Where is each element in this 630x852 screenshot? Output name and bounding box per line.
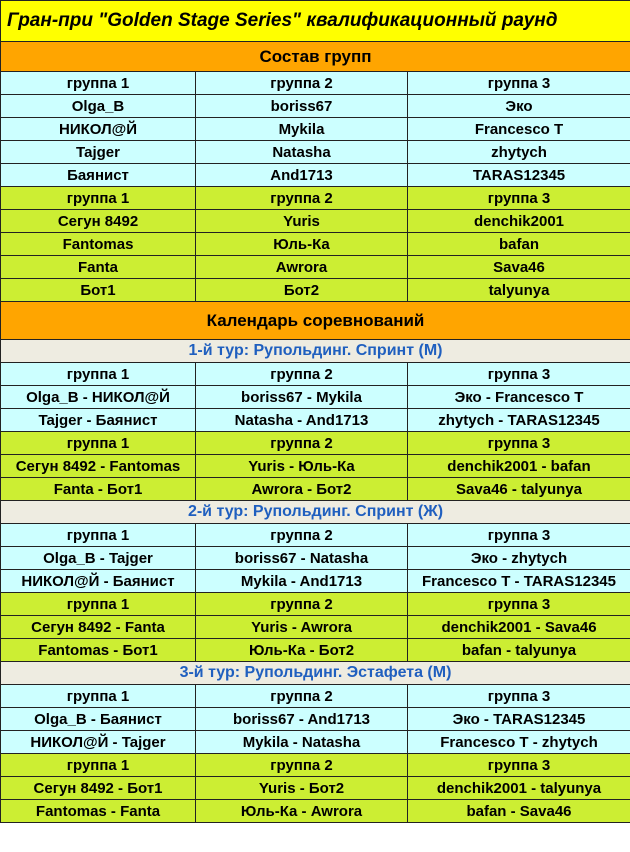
table-cell: Olga_B - НИКОЛ@Й	[1, 386, 196, 409]
table-row	[1, 386, 630, 409]
table-cell: группа 3	[408, 593, 630, 616]
table-cell: Francesco T	[408, 118, 630, 141]
calendar-section-heading: Календарь соревнований	[1, 302, 630, 340]
round-row	[1, 662, 630, 685]
table-cell: boriss67 - Natasha	[196, 547, 408, 570]
table-row	[1, 256, 630, 279]
table-cell: группа 3	[408, 685, 630, 708]
table-cell: группа 1	[1, 72, 196, 95]
table-cell: группа 3	[408, 524, 630, 547]
table-row	[1, 685, 630, 708]
table-cell: And1713	[196, 164, 408, 187]
table-cell: Сегун 8492	[1, 210, 196, 233]
table-cell: группа 1	[1, 754, 196, 777]
table-row	[1, 432, 630, 455]
table-cell: TARAS12345	[408, 164, 630, 187]
round-title: 3-й тур: Рупольдинг. Эстафета (М)	[1, 662, 630, 685]
table-row	[1, 95, 630, 118]
table-row	[1, 478, 630, 501]
round-title: 2-й тур: Рупольдинг. Спринт (Ж)	[1, 501, 630, 524]
table-row	[1, 210, 630, 233]
table-cell: Francesco T - TARAS12345	[408, 570, 630, 593]
calendar-section-row	[1, 302, 630, 340]
table-cell: группа 2	[196, 524, 408, 547]
table-cell: группа 2	[196, 685, 408, 708]
table-cell: группа 2	[196, 72, 408, 95]
table-cell: Сегун 8492 - Бот1	[1, 777, 196, 800]
table-row	[1, 593, 630, 616]
table-cell: Mykila	[196, 118, 408, 141]
table-cell: группа 2	[196, 363, 408, 386]
table-cell: Sava46 - talyunya	[408, 478, 630, 501]
table-cell: Бот1	[1, 279, 196, 302]
table-cell: bafan	[408, 233, 630, 256]
table-row	[1, 731, 630, 754]
table-cell: Эко	[408, 95, 630, 118]
table-cell: Natasha - And1713	[196, 409, 408, 432]
table-row	[1, 279, 630, 302]
table-cell: Olga_B - Tajger	[1, 547, 196, 570]
table-row	[1, 777, 630, 800]
table-cell: boriss67 - And1713	[196, 708, 408, 731]
table-cell: группа 3	[408, 72, 630, 95]
table-cell: группа 1	[1, 187, 196, 210]
table-cell: Natasha	[196, 141, 408, 164]
table-cell: НИКОЛ@Й - Баянист	[1, 570, 196, 593]
table-cell: Yuris	[196, 210, 408, 233]
table-row	[1, 547, 630, 570]
table-cell: boriss67	[196, 95, 408, 118]
table-cell: Yuris - Юль-Ка	[196, 455, 408, 478]
table-cell: Mykila - And1713	[196, 570, 408, 593]
table-cell: группа 1	[1, 685, 196, 708]
table-cell: группа 2	[196, 187, 408, 210]
table-cell: boriss67 - Mykila	[196, 386, 408, 409]
table-cell: Mykila - Natasha	[196, 731, 408, 754]
table-cell: Awrora	[196, 256, 408, 279]
table-cell: talyunya	[408, 279, 630, 302]
table-cell: bafan - Sava46	[408, 800, 630, 823]
table-cell: Эко - zhytych	[408, 547, 630, 570]
table-row	[1, 754, 630, 777]
table-cell: denchik2001 - Sava46	[408, 616, 630, 639]
table-cell: Баянист	[1, 164, 196, 187]
table-cell: Сегун 8492 - Fantomas	[1, 455, 196, 478]
table-cell: zhytych - TARAS12345	[408, 409, 630, 432]
table-cell: zhytych	[408, 141, 630, 164]
table-row	[1, 455, 630, 478]
table-row	[1, 164, 630, 187]
table-row	[1, 118, 630, 141]
table-cell: группа 3	[408, 187, 630, 210]
table-cell: Francesco T - zhytych	[408, 731, 630, 754]
title-row	[1, 1, 630, 42]
table-row	[1, 570, 630, 593]
table-cell: Fanta	[1, 256, 196, 279]
table-cell: Fantomas	[1, 233, 196, 256]
round-row	[1, 501, 630, 524]
table-cell: Сегун 8492 - Fanta	[1, 616, 196, 639]
table-cell: группа 3	[408, 363, 630, 386]
table-cell: denchik2001	[408, 210, 630, 233]
groups-section-row	[1, 42, 630, 72]
groups-section-heading: Состав групп	[1, 42, 630, 72]
round-title: 1-й тур: Рупольдинг. Спринт (М)	[1, 340, 630, 363]
table-cell: Tajger - Баянист	[1, 409, 196, 432]
table-cell: НИКОЛ@Й - Tajger	[1, 731, 196, 754]
round-row	[1, 340, 630, 363]
table-cell: Fanta - Бот1	[1, 478, 196, 501]
table-row	[1, 233, 630, 256]
table-cell: Fantomas - Fanta	[1, 800, 196, 823]
table-cell: Юль-Ка	[196, 233, 408, 256]
table-row	[1, 708, 630, 731]
table-row	[1, 141, 630, 164]
table-row	[1, 409, 630, 432]
table-cell: группа 2	[196, 593, 408, 616]
table-row	[1, 187, 630, 210]
table-cell: группа 1	[1, 593, 196, 616]
table-cell: Tajger	[1, 141, 196, 164]
table-cell: denchik2001 - talyunya	[408, 777, 630, 800]
table-cell: НИКОЛ@Й	[1, 118, 196, 141]
table-row	[1, 72, 630, 95]
table-cell: Fantomas - Бот1	[1, 639, 196, 662]
table-cell: группа 1	[1, 524, 196, 547]
table-cell: Юль-Ка - Awrora	[196, 800, 408, 823]
table-cell: Sava46	[408, 256, 630, 279]
table-cell: Бот2	[196, 279, 408, 302]
table-cell: Awrora - Бот2	[196, 478, 408, 501]
table-row	[1, 800, 630, 823]
table-row	[1, 639, 630, 662]
table-cell: группа 2	[196, 754, 408, 777]
table-cell: Эко - TARAS12345	[408, 708, 630, 731]
table-row	[1, 616, 630, 639]
table-cell: группа 3	[408, 754, 630, 777]
page-title: Гран-при "Golden Stage Series" квалификационный раунд	[1, 1, 630, 42]
table-cell: Yuris - Awrora	[196, 616, 408, 639]
table-cell: Yuris - Бот2	[196, 777, 408, 800]
table-row	[1, 363, 630, 386]
table-cell: Olga_B - Баянист	[1, 708, 196, 731]
table-cell: Юль-Ка - Бот2	[196, 639, 408, 662]
table-cell: bafan - talyunya	[408, 639, 630, 662]
table-cell: группа 1	[1, 363, 196, 386]
table-cell: Olga_B	[1, 95, 196, 118]
table-cell: группа 1	[1, 432, 196, 455]
table-row	[1, 524, 630, 547]
table-cell: группа 2	[196, 432, 408, 455]
table-cell: Эко - Francesco T	[408, 386, 630, 409]
table-cell: denchik2001 - bafan	[408, 455, 630, 478]
table-cell: группа 3	[408, 432, 630, 455]
